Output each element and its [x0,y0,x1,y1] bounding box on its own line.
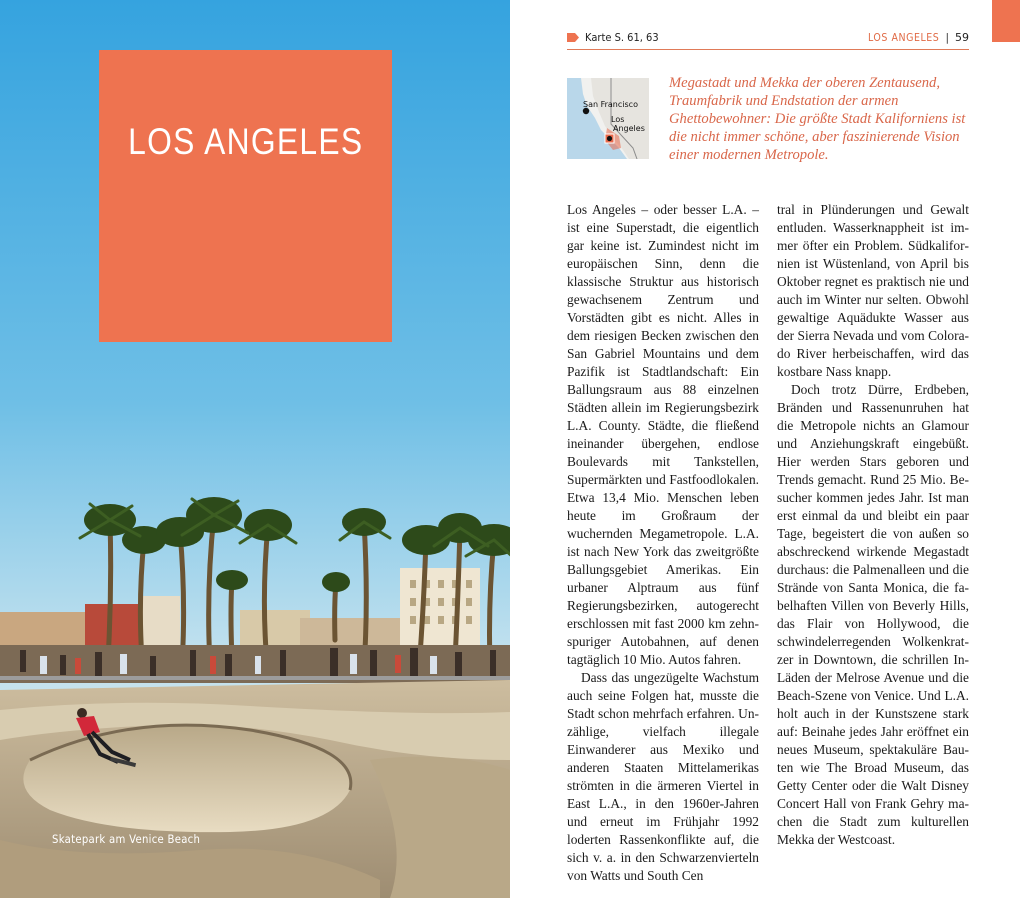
map-reference-text: Karte S. 61, 63 [585,31,659,44]
running-header [567,30,969,50]
map-label-los: Los [611,115,625,124]
photo-caption: Skatepark am Venice Beach [52,832,201,846]
body-paragraph: Los Angeles – oder besser L.A. – ist eine Superstadt, die eigentlich gar keine ist. Zumindest nicht im europäischen Sinn, denn die klassische Struktur aus historisch gewachsenem Zentrum und Vorstädten gibt es nicht. Alles in dem riesigen Becken zwischen den San Gabriel Mountains und dem Pazifik ist Stadtlandschaft: Ein Ballungsraum aus 88 einzelnen Städten allein im Regierungsbezirk L.A. County. Städte, die fließend ineinander übergehen, endlose Boulevards mit Tankstellen, Supermärkten und Fastfoodlokalen. Etwa 13,4 Mio. Menschen leben heute im Großraum der wuchernden Megametropole. L.A. ist nach New York das zweitgrößte Ballungsgebiet Amerikas. Ein urbaner Alptraum aus fünf Regierungsbezirken, autogerecht erschlossen mit fast 2000 km zehnspuriger Autobahnen, auf denen tagtäglich 10 Mio. Autos fahren. [567,202,759,667]
header-separator: | [945,31,949,44]
crowd [0,645,510,683]
body-column-left [567,201,759,885]
arrow-marker-icon [567,33,579,42]
locator-map [567,78,649,159]
title-box [99,50,392,342]
map-label-angeles: Angeles [613,124,645,133]
chapter-title: LOS ANGELES [127,121,364,162]
running-head [864,31,969,44]
thumb-index-tab [992,0,1020,42]
intro-text: Megastadt und Mekka der oberen Zentausend, Traumfabrik und Endstation der armen Ghettobewohner: Die größte Stadt Kaliforniens ist die nicht immer schöne, aber faszinierende Vision einer modernen Metropole. [669,75,966,163]
page-number: 59 [955,31,969,44]
map-reference [567,31,667,44]
body-paragraph: Dass das ungezügelte Wachstum auch seine Folgen hat, musste die Stadt schon mehrfach erfahren. Unzählige, vielfach illegale Einwanderer aus Mexiko und anderen Staaten Mittelamerikas strömten in die ärmeren Viertel in East L.A., in den 1960er-Jahren und erneut im Frühjahr 1992 loderten Rassenkonflikte auf, die sich v. a. in den Schwarzenvierteln von Watts und South Cen [567,670,759,883]
skate-bowl [0,680,510,898]
map-label-san-francisco: San Francisco [583,100,638,109]
section-name: LOS ANGELES [868,31,940,44]
body-paragraph: Doch trotz Dürre, Erdbeben, Bränden und Rassenunruhen hat die Metropole nichts an Glamour und Anziehungskraft eingebüßt. Hier werden Stars geboren und Trends gemacht. Rund 25 Mio. Besucher kommen jedes Jahr. Ist man erst einmal da und bleibt ein paar Tage, begeistert die von außen so abschreckend wirkende Megastadt durchaus: die Palmenalleen und die Strände von Santa Monica, die fabelhaften Villen von Beverly Hills, das Flair von Hollywood, die schwindelerregenden Wolkenkratzer in Downtown, die schrillen InLäden der Melrose Avenue und die Beach-Szene von Venice. Und L.A. holt auch in der Kunstszene stark auf: Beinahe jedes Jahr eröffnet ein neues Museum, spektakuläre Bauten wie The Broad Museum, das Getty Center oder die Walt Disney Concert Hall von Frank Gehry machen die Stadt zum kulturellen Mekka der Westcoast. [777,382,969,847]
body-paragraph: tral in Plünderungen und Gewalt entluden. Wasserknappheit ist immer öfter ein Problem. Südkalifornien ist Wüstenland, von April bis Oktober regnet es praktisch nie und auch im Winter nur selten. Obwohl gewaltige Aquädukte Wasser aus der Sierra Nevada und vom Colorado River herbeischaffen, wird das kostbare Nass knapp. [777,202,969,379]
body-column-right [777,201,969,849]
